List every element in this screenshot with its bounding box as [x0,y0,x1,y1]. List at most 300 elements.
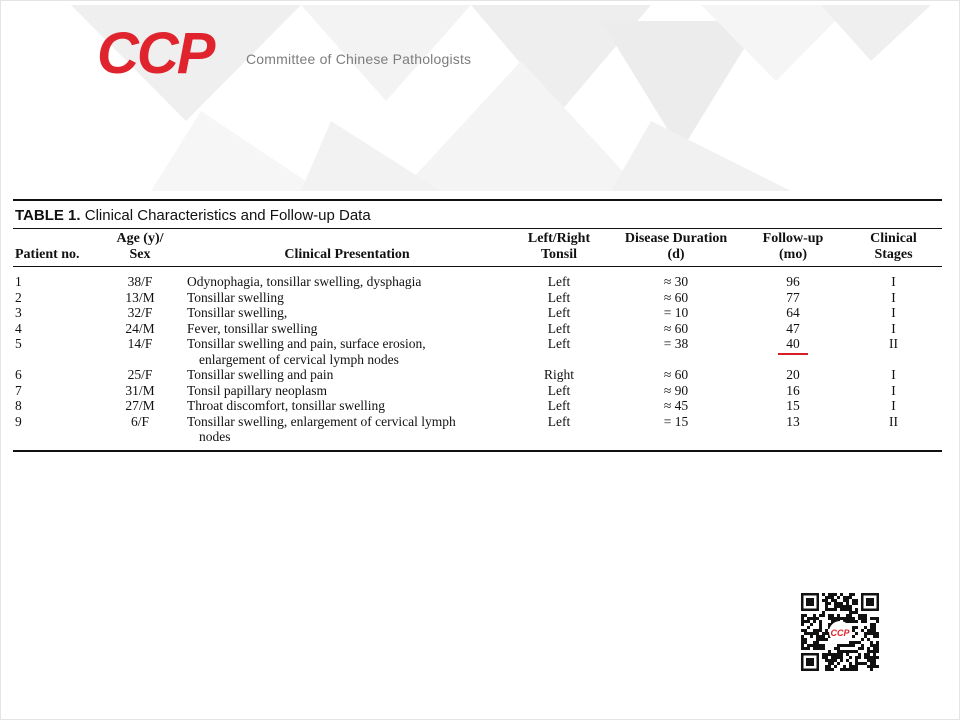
svg-text:CCP: CCP [97,23,214,85]
qr-module [873,644,876,647]
qr-module [828,662,831,665]
qr-module [873,623,876,626]
cell-followup: 20 [786,367,800,382]
qr-module [834,599,837,602]
qr-module [861,629,864,632]
qr-module [813,647,816,650]
qr-module [822,611,825,614]
table-row [13,267,942,290]
cell-stage: I [891,289,896,305]
qr-module [861,662,864,665]
qr-module [876,647,879,650]
qr-module [825,632,828,635]
qr-module [873,659,876,662]
cell-tonsil: Left [547,398,571,413]
qr-module [819,635,822,638]
qr-module [867,647,870,650]
qr-module [843,617,846,620]
qr-module [855,650,858,653]
qr-module [870,623,873,626]
qr-module [822,635,825,638]
qr-module [804,632,807,635]
qr-module [855,620,858,623]
qr-module [834,653,837,656]
qr-module [852,644,855,647]
cell-tonsil: Left [547,320,571,336]
qr-module [825,602,828,605]
qr-module [819,644,822,647]
cell-duration: = 10 [663,305,689,320]
qr-module [849,611,852,614]
qr-module [846,668,849,671]
qr-module [876,641,879,644]
qr-module [867,656,870,659]
cell-presentation: Tonsil papillary neoplasm [187,382,328,398]
qr-module [867,665,870,668]
qr-module [843,665,846,668]
header-stage: Clinical Stages [845,229,942,267]
cell-tonsil: Left [547,274,571,289]
qr-module [870,665,873,668]
qr-module [852,602,855,605]
qr-module [834,647,837,650]
table-caption-label: TABLE 1. [15,207,81,224]
qr-module [816,641,819,644]
qr-module [828,617,831,620]
qr-module [873,635,876,638]
cell-duration: ≈ 30 [663,274,689,289]
qr-module [852,629,855,632]
qr-module [801,614,804,617]
cell-presentation: Tonsillar swelling, enlargement of cervical lymph nodes [179,414,507,450]
qr-module [876,665,879,668]
qr-module [816,638,819,641]
cell-stage: I [891,398,896,413]
qr-module [801,638,804,641]
qr-module [819,647,822,650]
header-duration: Disease Duration (d) [611,229,741,267]
qr-module [855,626,858,629]
cell-patient: 6 [15,367,22,382]
cell-stage: II [889,413,898,429]
qr-module [825,653,828,656]
cell-duration: ≈ 60 [663,320,689,336]
qr-module [819,626,822,629]
qr-finder-top-right [861,593,879,611]
qr-module [825,608,828,611]
qr-code[interactable] [799,591,881,673]
qr-module [828,665,831,668]
qr-module [810,644,813,647]
qr-module [846,599,849,602]
qr-module [876,632,879,635]
header-patient: Patient no. [13,229,101,267]
cell-patient: 3 [15,305,22,320]
qr-module [801,629,804,632]
qr-module [876,644,879,647]
cell-presentation-continued: nodes [199,429,231,444]
qr-module [864,632,867,635]
table-row [13,383,942,399]
qr-module [816,635,819,638]
qr-module [825,668,828,671]
qr-module [840,653,843,656]
qr-module [861,644,864,647]
cell-age-sex: 38/F [127,274,153,289]
qr-module [804,620,807,623]
qr-module [822,647,825,650]
cell-stage: I [891,274,896,289]
qr-module [837,662,840,665]
cell-stage: I [891,382,896,398]
qr-module [834,608,837,611]
qr-module [828,614,831,617]
qr-module [846,620,849,623]
qr-module [849,593,852,596]
qr-module [819,620,822,623]
qr-module [834,617,837,620]
qr-module [861,617,864,620]
qr-module [825,638,828,641]
qr-module [852,620,855,623]
cell-presentation: Tonsillar swelling [187,289,284,305]
qr-module [870,644,873,647]
qr-module [822,638,825,641]
qr-module [834,656,837,659]
qr-module [831,653,834,656]
cell-tonsil: Left [547,413,571,429]
cell-presentation: Tonsillar swelling, [187,305,288,320]
qr-module [801,635,804,638]
table-row [13,398,942,414]
qr-module [807,626,810,629]
qr-module [852,665,855,668]
qr-module [831,662,834,665]
ccp-logo [97,23,227,85]
qr-module [837,647,840,650]
cell-followup: 16 [786,382,800,398]
qr-module [855,611,858,614]
qr-module [831,659,834,662]
qr-module [807,647,810,650]
qr-module [855,656,858,659]
qr-module [840,602,843,605]
qr-module [828,596,831,599]
qr-module [807,617,810,620]
qr-module [801,617,804,620]
qr-module [837,650,840,653]
table-row [13,305,942,321]
qr-module [849,650,852,653]
qr-module [834,605,837,608]
qr-module [849,662,852,665]
qr-module [816,632,819,635]
cell-tonsil: Left [547,305,571,320]
qr-module [819,623,822,626]
qr-module [852,626,855,629]
qr-module [849,641,852,644]
qr-module [807,632,810,635]
qr-module [855,599,858,602]
qr-module [858,647,861,650]
cell-patient: 5 [15,336,22,351]
qr-module [822,632,825,635]
cell-duration: ≈ 60 [663,367,689,382]
qr-module [828,659,831,662]
qr-module [807,644,810,647]
qr-module [873,629,876,632]
cell-stage: I [891,305,896,320]
qr-module [813,629,816,632]
table-row [13,336,942,367]
qr-module [870,659,873,662]
table-header-row [13,229,942,267]
qr-module [843,599,846,602]
qr-module [801,641,804,644]
qr-module [870,650,873,653]
qr-module [840,650,843,653]
qr-finder-top-left [801,593,819,611]
qr-module [870,617,873,620]
cell-age-sex: 31/M [125,382,155,398]
qr-module [816,647,819,650]
qr-module [837,596,840,599]
qr-module [813,641,816,644]
qr-module [804,647,807,650]
qr-module [813,617,816,620]
qr-module [849,656,852,659]
qr-module [858,656,861,659]
data-table [13,228,942,450]
qr-module [840,608,843,611]
qr-module [867,653,870,656]
cell-patient: 9 [15,413,22,429]
qr-module [873,626,876,629]
cell-stage: II [889,336,898,351]
qr-finder-bottom-left [801,653,819,671]
cell-followup: 96 [786,274,800,289]
qr-module [846,659,849,662]
qr-module [816,629,819,632]
cell-duration: ≈ 90 [663,382,689,398]
qr-module [870,632,873,635]
cell-age-sex: 25/F [127,367,153,382]
qr-module [861,647,864,650]
qr-module [858,653,861,656]
qr-module [855,665,858,668]
cell-patient: 1 [15,274,22,289]
cell-duration: ≈ 45 [663,398,689,413]
table-caption [13,201,942,228]
qr-module [840,668,843,671]
qr-module [822,614,825,617]
qr-module [804,614,807,617]
cell-followup [741,336,845,367]
cell-presentation: Tonsillar swelling and pain, surface erosion, enlargement of cervical lymph nodes [179,336,507,367]
qr-module [876,656,879,659]
qr-module [819,614,822,617]
qr-module [867,632,870,635]
cell-tonsil: Left [547,336,571,351]
cell-duration: ≈ 60 [663,289,689,305]
qr-module [843,650,846,653]
qr-module [837,653,840,656]
qr-module [852,611,855,614]
cell-followup: 13 [786,413,800,429]
qr-module [864,653,867,656]
cell-age-sex: 27/M [125,398,155,413]
cell-age-sex: 13/M [125,289,155,305]
qr-module [831,593,834,596]
qr-module [846,617,849,620]
qr-module [864,614,867,617]
qr-module [810,632,813,635]
header-followup: Follow-up (mo) [741,229,845,267]
qr-module [849,608,852,611]
header-age-sex: Age (y)/ Sex [101,229,179,267]
cell-presentation: Tonsillar swelling and pain [187,367,334,382]
qr-module [849,644,852,647]
qr-module [873,665,876,668]
cell-presentation: Odynophagia, tonsillar swelling, dysphagia [187,274,422,289]
qr-module [828,608,831,611]
qr-module [840,593,843,596]
qr-module [873,650,876,653]
qr-module [843,596,846,599]
cell-presentation: Fever, tonsillar swelling [187,320,318,336]
qr-module [870,656,873,659]
qr-module [876,617,879,620]
qr-module [864,656,867,659]
cell-tonsil: Left [547,382,571,398]
qr-module [858,617,861,620]
qr-module [855,632,858,635]
qr-module [804,629,807,632]
qr-module [864,626,867,629]
qr-module [831,596,834,599]
qr-module [849,617,852,620]
qr-module [822,656,825,659]
qr-module [834,659,837,662]
qr-module [855,608,858,611]
qr-module [858,614,861,617]
qr-module [831,617,834,620]
qr-module [840,617,843,620]
qr-module [849,596,852,599]
qr-module [837,617,840,620]
qr-module [831,668,834,671]
cell-followup: 77 [786,289,800,305]
qr-module [822,644,825,647]
qr-module [861,614,864,617]
qr-module [858,641,861,644]
qr-module [852,617,855,620]
cell-followup: 47 [786,320,800,336]
cell-age-sex: 14/F [127,336,153,351]
table-row [13,414,942,450]
qr-module [831,614,834,617]
qr-module [825,599,828,602]
qr-module [864,620,867,623]
qr-module [864,635,867,638]
qr-module [825,665,828,668]
cell-duration: = 15 [663,413,689,429]
qr-module [852,668,855,671]
qr-module [837,602,840,605]
qr-module [855,662,858,665]
qr-module [840,656,843,659]
qr-module [852,635,855,638]
qr-module [846,608,849,611]
qr-module [846,614,849,617]
qr-module [813,632,816,635]
cell-tonsil: Right [543,367,574,382]
qr-module [855,602,858,605]
table-caption-text: Clinical Characteristics and Follow-up Data [84,207,371,224]
qr-module [846,596,849,599]
qr-module [843,668,846,671]
qr-module [828,602,831,605]
highlighted-followup-value: 40 [786,336,800,351]
header-presentation: Clinical Presentation [179,229,507,267]
qr-module [819,629,822,632]
qr-module [873,662,876,665]
qr-module [840,605,843,608]
qr-module [834,602,837,605]
qr-module [831,620,834,623]
qr-module [825,656,828,659]
qr-module [876,620,879,623]
qr-module [873,617,876,620]
qr-module [873,632,876,635]
qr-module [864,617,867,620]
qr-module [837,605,840,608]
qr-module [813,620,816,623]
qr-module [837,656,840,659]
qr-module [801,623,804,626]
qr-module [840,659,843,662]
qr-module [828,623,831,626]
qr-module [849,620,852,623]
qr-module [828,593,831,596]
qr-module [849,614,852,617]
qr-module [867,650,870,653]
qr-module [801,620,804,623]
qr-module [801,647,804,650]
organization-name: Committee of Chinese Pathologists [246,51,472,67]
qr-module [852,593,855,596]
cell-presentation: Throat discomfort, tonsillar swelling [187,398,385,413]
qr-module [810,623,813,626]
qr-module [843,608,846,611]
cell-followup: 64 [786,305,800,320]
qr-module [843,605,846,608]
qr-module [810,635,813,638]
qr-module [870,629,873,632]
qr-module [873,656,876,659]
qr-module [870,668,873,671]
qr-module [846,650,849,653]
qr-module [870,641,873,644]
qr-module [849,668,852,671]
qr-module [858,662,861,665]
qr-module [855,659,858,662]
qr-module [855,668,858,671]
qr-module [843,644,846,647]
qr-module [846,644,849,647]
table-row [13,321,942,337]
qr-module [816,644,819,647]
